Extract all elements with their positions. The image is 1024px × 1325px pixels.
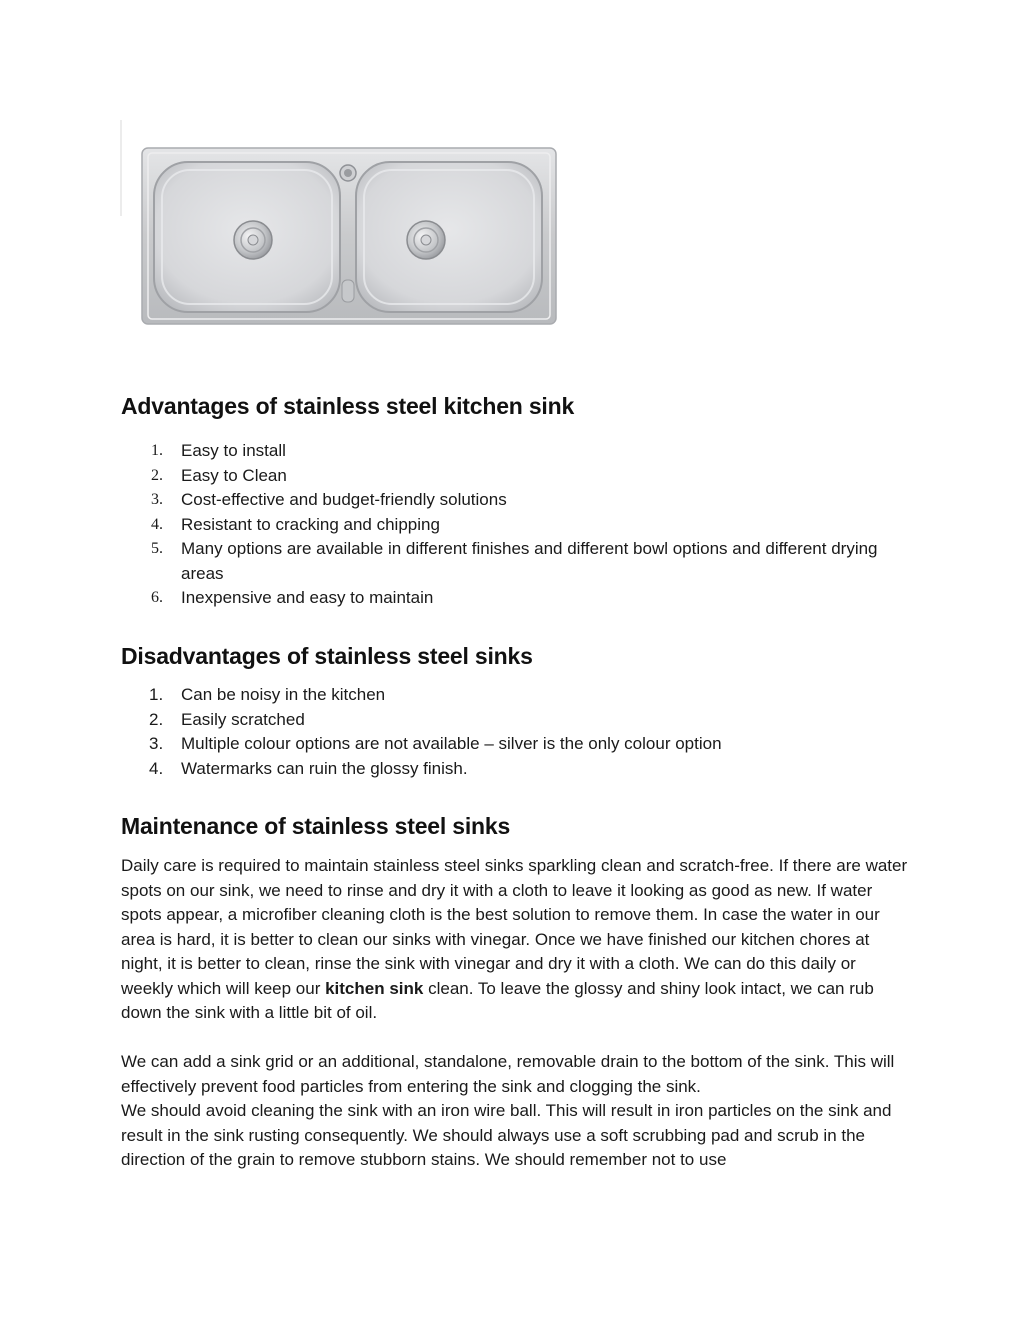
list-item-text: Watermarks can ruin the glossy finish.: [181, 758, 468, 778]
disadvantages-list: [121, 683, 921, 781]
list-item: [121, 757, 921, 782]
list-item-text: Easy to install: [181, 441, 286, 460]
list-item: [121, 439, 921, 464]
maintenance-heading: Maintenance of stainless steel sinks: [121, 813, 511, 839]
list-number: 4.: [151, 515, 163, 533]
list-item-text: Cost-effective and budget-friendly solutions: [181, 490, 507, 509]
list-item: [121, 708, 921, 733]
list-number: 2.: [149, 709, 164, 729]
list-item-text: Easy to Clean: [181, 465, 287, 485]
list-item-text: Inexpensive and easy to maintain: [181, 588, 434, 607]
list-item: [121, 586, 921, 611]
sink-image: [120, 120, 560, 332]
list-item: [121, 513, 921, 538]
list-item-text: Can be noisy in the kitchen: [181, 685, 386, 704]
list-item-text: Many options are available in different finishes and different bowl options and different drying areas: [181, 539, 878, 583]
list-number: 6.: [151, 589, 163, 606]
list-item: [121, 732, 921, 757]
disadvantages-heading: Disadvantages of stainless steel sinks: [121, 643, 533, 669]
maintenance-paragraph-2: We can add a sink grid or an additional, standalone, removable drain to the bottom of the sink. This will effectively prevent food particles from entering the sink and clogging the sink.: [121, 1052, 895, 1096]
list-number: 2.: [151, 466, 163, 484]
kitchen-sink-keyword: kitchen sink: [325, 978, 424, 998]
paragraph-text: clean. To leave the glossy and shiny look intact, we can rub down the sink with a little bit of oil.: [121, 978, 874, 1022]
list-number: 3.: [149, 734, 164, 753]
list-item-text: Resistant to cracking and chipping: [181, 514, 440, 534]
maintenance-paragraph-3: We should avoid cleaning the sink with an iron wire ball. This will result in iron particles on the sink and result in the sink rusting consequently. We should always use a soft scrubbing pad and scrub in the direction of the grain to remove stubborn stains. We should remember not to use: [121, 1101, 892, 1169]
list-number: 4.: [149, 758, 164, 778]
list-number: 3.: [151, 491, 163, 508]
list-item-text: Multiple colour options are not available – silver is the only colour option: [181, 734, 722, 753]
advantages-heading: Advantages of stainless steel kitchen sink: [121, 393, 575, 419]
sink-icon: [120, 120, 560, 332]
list-number: 1.: [151, 442, 163, 459]
list-item: [121, 537, 921, 586]
list-item: [121, 464, 921, 489]
list-item: [121, 488, 921, 513]
paragraph-text: Daily care is required to maintain stainless steel sinks sparkling clean and scratch-free. If there are water spots on our sink, we need to rinse and dry it with a cloth to leave it looking as good as new. If water spots appear, a microfiber cleaning cloth is the best solution to remove them. In case the water in our area is hard, it is better to clean our sinks with vinegar. Once we have finished our kitchen chores at night, it is better to clean, rinse the sink with vinegar and dry it with a cloth. We can do this daily or weekly which will keep our: [121, 856, 908, 998]
advantages-list: [121, 439, 921, 611]
list-number: 1.: [149, 685, 164, 704]
list-item: [121, 683, 921, 708]
list-number: 5.: [151, 540, 163, 557]
maintenance-paragraph-1: [121, 854, 911, 1026]
list-item-text: Easily scratched: [181, 709, 305, 729]
